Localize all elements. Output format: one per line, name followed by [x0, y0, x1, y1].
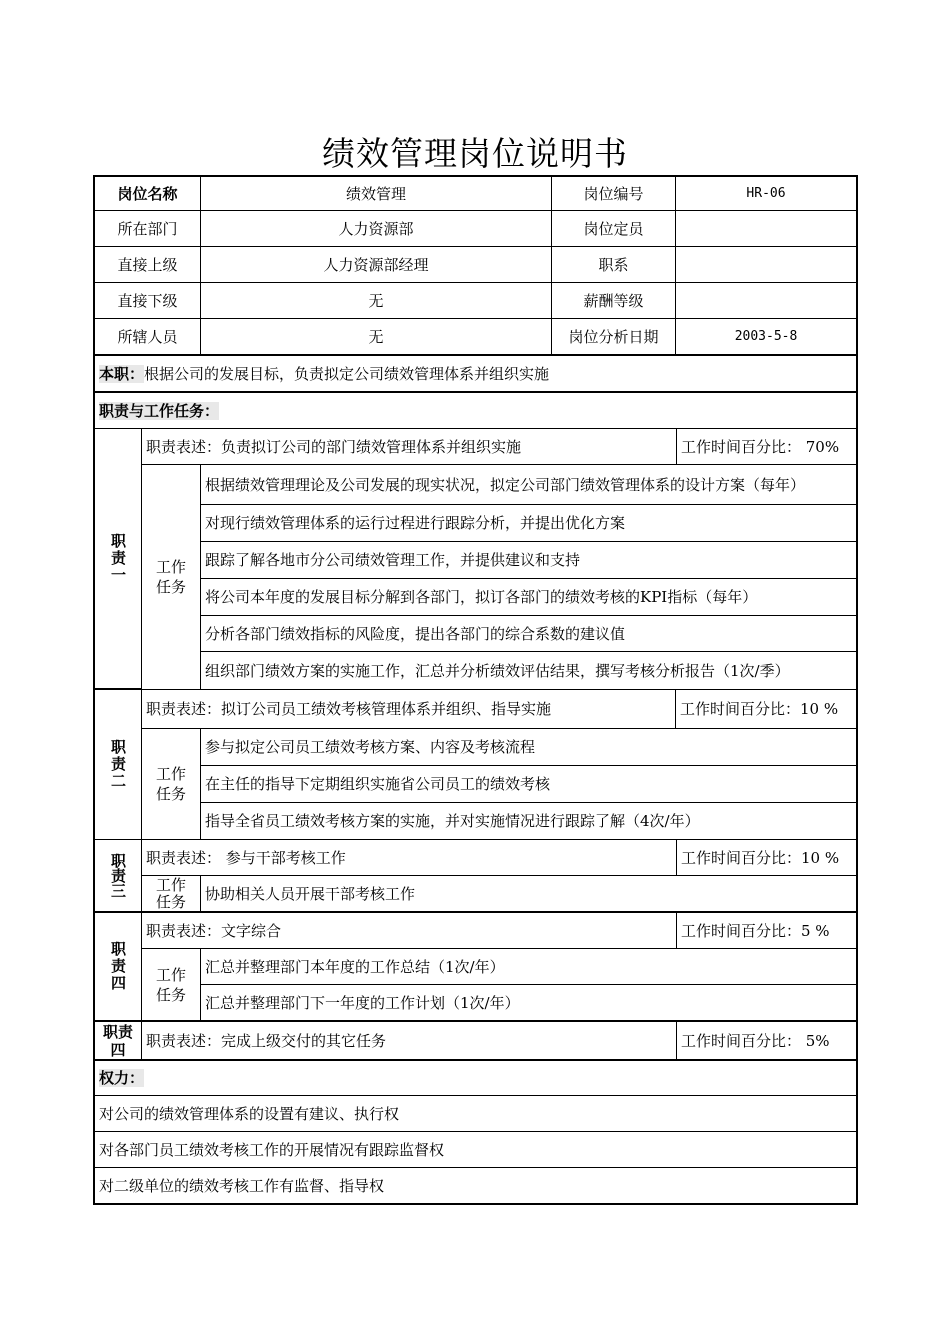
duty-2-pct: 工作时间百分比：10 %	[675, 689, 858, 729]
duty-4-task-label-text: 工作任务	[155, 965, 186, 1004]
value-pay-grade	[675, 282, 858, 319]
duty-4-label	[93, 911, 142, 1021]
duty-5-label-text: 职责四	[102, 1022, 133, 1059]
duty-1-desc: 职责表述：负责拟订公司的部门绩效管理体系并组织实施	[141, 428, 677, 465]
value-headcount	[675, 210, 858, 247]
duty-1-label	[93, 428, 142, 690]
duty-3-task-label	[141, 875, 201, 912]
duty-1-task-5: 分析各部门绩效指标的风险度，提出各部门的综合系数的建议值	[200, 615, 858, 652]
duty-5-label	[93, 1020, 142, 1060]
value-position-name: 绩效管理	[200, 175, 552, 211]
duties-header-row	[93, 391, 858, 429]
duty-3-label	[93, 839, 142, 912]
value-subordinates: 无	[200, 282, 552, 319]
duty-1-task-label	[141, 464, 201, 690]
value-staff: 无	[200, 318, 552, 355]
duty-5-pct: 工作时间百分比： 5%	[676, 1020, 858, 1060]
duty-5-desc: 职责表述：完成上级交付的其它任务	[141, 1020, 677, 1060]
duty-2-task-3: 指导全省员工绩效考核方案的实施，并对实施情况进行跟踪了解（4次/年）	[200, 802, 858, 840]
label-pay-grade: 薪酬等级	[551, 282, 676, 319]
main-duty-row	[93, 354, 858, 392]
duty-2-task-label-text: 工作任务	[155, 765, 186, 803]
label-position-name: 岗位名称	[93, 175, 201, 211]
label-position-code: 岗位编号	[551, 175, 676, 211]
duty-1-pct: 工作时间百分比： 70%	[676, 428, 858, 465]
duty-1-label-text: 职责一	[109, 533, 127, 584]
label-department: 所在部门	[93, 210, 201, 247]
duty-4-label-text: 职责四	[109, 941, 127, 992]
value-job-family	[675, 246, 858, 283]
label-supervisor: 直接上级	[93, 246, 201, 283]
label-analysis-date: 岗位分析日期	[551, 318, 676, 355]
job-description-table	[93, 175, 858, 1205]
duty-1-task-2: 对现行绩效管理体系的运行过程进行跟踪分析，并提出优化方案	[200, 504, 858, 542]
duty-4-task-2: 汇总并整理部门下一年度的工作计划（1次/年）	[200, 984, 858, 1021]
authority-item-2: 对各部门员工绩效考核工作的开展情况有跟踪监督权	[93, 1131, 858, 1168]
value-analysis-date: 2003-5-8	[675, 318, 858, 355]
duty-3-desc: 职责表述： 参与干部考核工作	[141, 839, 677, 876]
value-supervisor: 人力资源部经理	[200, 246, 552, 283]
duty-4-task-1: 汇总并整理部门本年度的工作总结（1次/年）	[200, 948, 858, 985]
duty-1-task-4: 将公司本年度的发展目标分解到各部门，拟订各部门的绩效考核的KPI指标（每年）	[200, 578, 858, 616]
value-position-code: HR-06	[675, 175, 858, 211]
duty-2-label	[93, 689, 142, 840]
duty-1-task-3: 跟踪了解各地市分公司绩效管理工作，并提供建议和支持	[200, 541, 858, 579]
label-staff: 所辖人员	[93, 318, 201, 355]
label-subordinates: 直接下级	[93, 282, 201, 319]
duty-3-label-text: 职责三	[109, 853, 127, 898]
duty-2-label-text: 职责二	[109, 739, 127, 790]
authority-header-row	[93, 1059, 858, 1096]
authority-item-1: 对公司的绩效管理体系的设置有建议、执行权	[93, 1095, 858, 1132]
duty-1-task-label-text: 工作任务	[155, 558, 186, 596]
authority-header: 权力：	[99, 1069, 145, 1087]
duty-3-task-label-text: 工作任务	[155, 875, 186, 911]
duty-1-task-6: 组织部门绩效方案的实施工作，汇总并分析绩效评估结果，撰写考核分析报告（1次/季）	[200, 651, 858, 690]
duty-3-pct: 工作时间百分比：10 %	[676, 839, 858, 876]
duty-2-task-2: 在主任的指导下定期组织实施省公司员工的绩效考核	[200, 765, 858, 803]
duty-2-task-label	[141, 728, 201, 840]
duty-1-task-1: 根据绩效管理理论及公司发展的现实状况，拟定公司部门绩效管理体系的设计方案（每年）	[200, 464, 858, 505]
main-duty-label: 本职：	[99, 364, 145, 383]
main-duty-text: 根据公司的发展目标，负责拟定公司绩效管理体系并组织实施	[144, 364, 550, 383]
authority-item-3: 对二级单位的绩效考核工作有监督、指导权	[93, 1167, 858, 1205]
page-title: 绩效管理岗位说明书	[322, 134, 628, 173]
duty-3-task-1: 协助相关人员开展干部考核工作	[200, 875, 858, 912]
duties-header: 职责与工作任务：	[99, 401, 220, 420]
duty-4-pct: 工作时间百分比：5 %	[676, 911, 858, 949]
label-job-family: 职系	[551, 246, 676, 283]
duty-2-task-1: 参与拟定公司员工绩效考核方案、内容及考核流程	[200, 728, 858, 766]
label-headcount: 岗位定员	[551, 210, 676, 247]
value-department: 人力资源部	[200, 210, 552, 247]
duty-4-task-label	[141, 948, 201, 1021]
duty-4-desc: 职责表述：文字综合	[141, 911, 677, 949]
duty-2-desc: 职责表述：拟订公司员工绩效考核管理体系并组织、指导实施	[141, 689, 676, 729]
